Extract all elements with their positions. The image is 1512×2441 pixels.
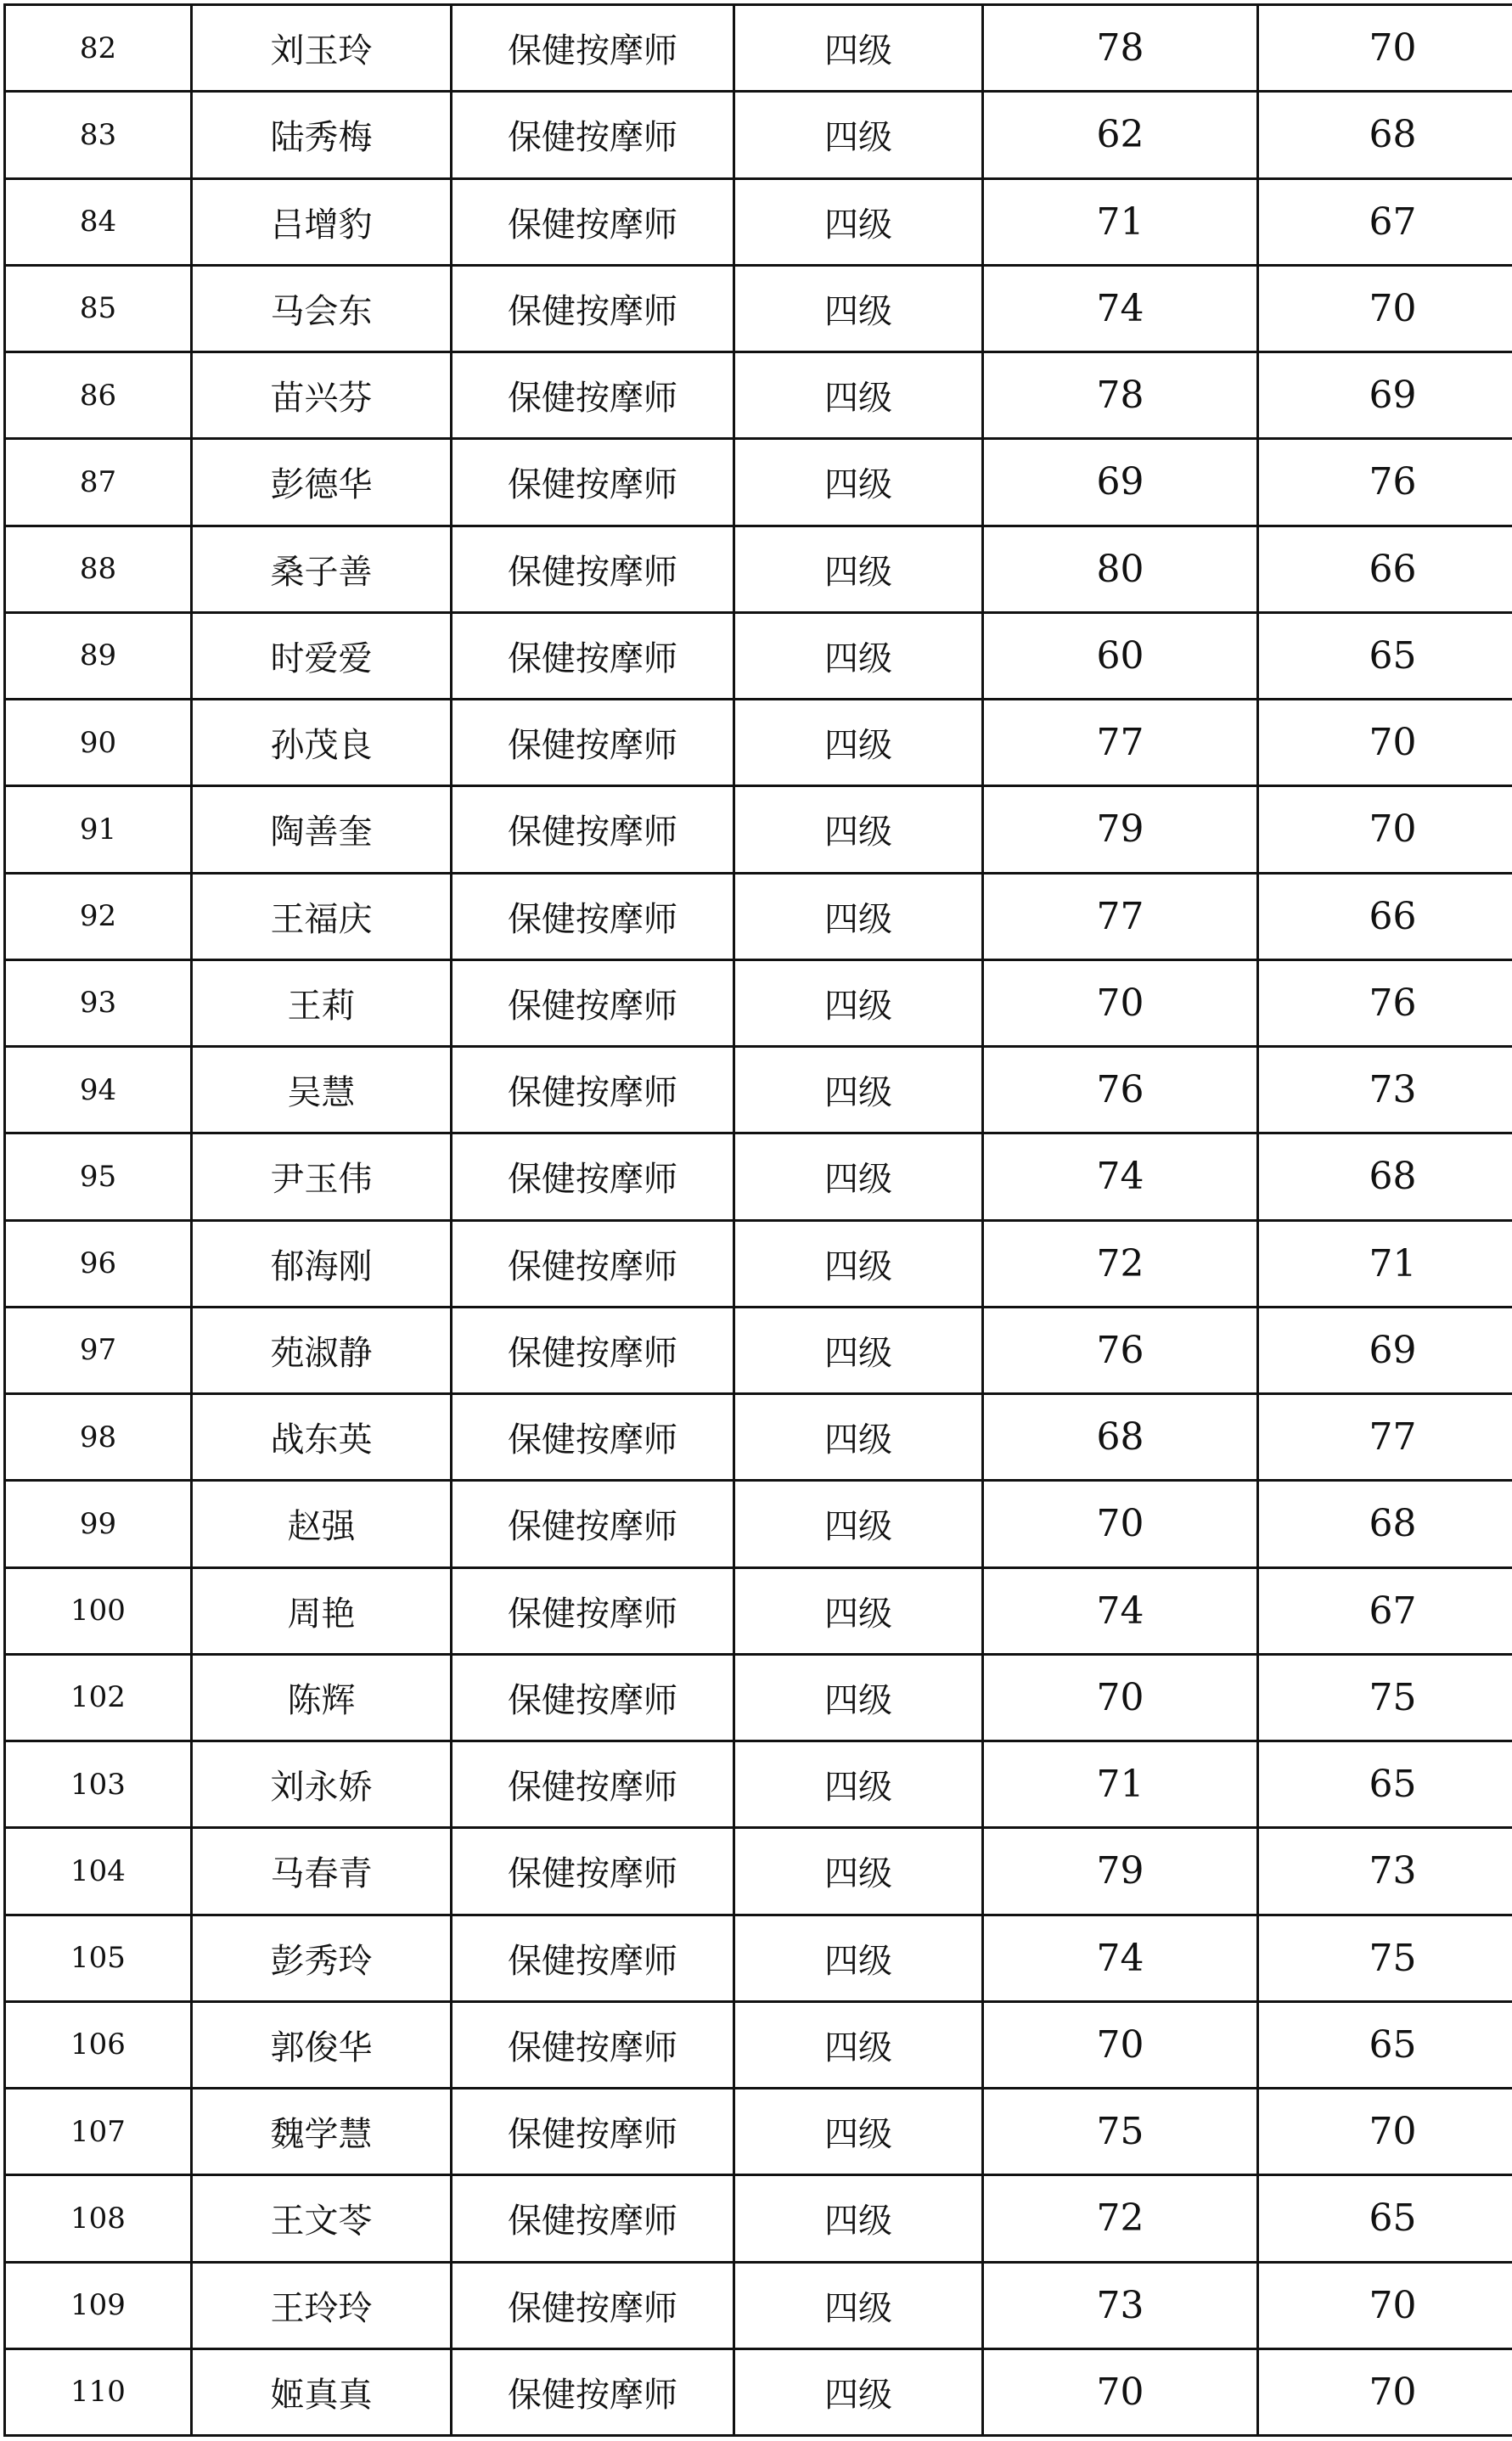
occupation-cell: 保健按摩师 <box>452 5 734 92</box>
document-page <box>3 3 1511 2437</box>
row-number-cell: 100 <box>5 1567 192 1654</box>
level-cell: 四级 <box>734 1394 983 1481</box>
occupation-cell: 保健按摩师 <box>452 352 734 439</box>
theory-score-cell: 70 <box>983 959 1258 1046</box>
row-number-cell: 109 <box>5 2262 192 2348</box>
theory-score-cell: 72 <box>983 2175 1258 2262</box>
theory-score-cell: 69 <box>983 439 1258 526</box>
name-cell: 孙茂良 <box>192 700 452 786</box>
row-number-cell: 93 <box>5 959 192 1046</box>
name-cell: 刘永娇 <box>192 1741 452 1828</box>
table-row <box>5 786 1512 873</box>
theory-score-cell: 77 <box>983 873 1258 959</box>
occupation-cell: 保健按摩师 <box>452 1915 734 2001</box>
table-row <box>5 1220 1512 1307</box>
table-row <box>5 2262 1512 2348</box>
level-cell: 四级 <box>734 2001 983 2088</box>
row-number-cell: 98 <box>5 1394 192 1481</box>
occupation-cell: 保健按摩师 <box>452 265 734 352</box>
theory-score-cell: 80 <box>983 526 1258 612</box>
occupation-cell: 保健按摩师 <box>452 2175 734 2262</box>
occupation-cell: 保健按摩师 <box>452 1654 734 1741</box>
name-cell: 马春青 <box>192 1828 452 1915</box>
occupation-cell: 保健按摩师 <box>452 1567 734 1654</box>
occupation-cell: 保健按摩师 <box>452 1047 734 1133</box>
score-table-body <box>5 5 1512 2436</box>
table-row <box>5 439 1512 526</box>
practical-score-cell: 70 <box>1258 265 1512 352</box>
table-row <box>5 526 1512 612</box>
name-cell: 战东英 <box>192 1394 452 1481</box>
table-row <box>5 1307 1512 1393</box>
level-cell: 四级 <box>734 1828 983 1915</box>
practical-score-cell: 77 <box>1258 1394 1512 1481</box>
occupation-cell: 保健按摩师 <box>452 1220 734 1307</box>
table-row <box>5 1133 1512 1220</box>
occupation-cell: 保健按摩师 <box>452 700 734 786</box>
practical-score-cell: 65 <box>1258 612 1512 699</box>
occupation-cell: 保健按摩师 <box>452 873 734 959</box>
table-row <box>5 92 1512 178</box>
table-row <box>5 1915 1512 2001</box>
level-cell: 四级 <box>734 786 983 873</box>
practical-score-cell: 67 <box>1258 1567 1512 1654</box>
practical-score-cell: 69 <box>1258 1307 1512 1393</box>
level-cell: 四级 <box>734 873 983 959</box>
table-row <box>5 5 1512 92</box>
level-cell: 四级 <box>734 2089 983 2175</box>
row-number-cell: 104 <box>5 1828 192 1915</box>
theory-score-cell: 70 <box>983 2348 1258 2435</box>
row-number-cell: 107 <box>5 2089 192 2175</box>
level-cell: 四级 <box>734 959 983 1046</box>
table-row <box>5 1047 1512 1133</box>
row-number-cell: 86 <box>5 352 192 439</box>
table-row <box>5 2175 1512 2262</box>
row-number-cell: 94 <box>5 1047 192 1133</box>
name-cell: 王文苓 <box>192 2175 452 2262</box>
table-row <box>5 1741 1512 1828</box>
level-cell: 四级 <box>734 92 983 178</box>
practical-score-cell: 73 <box>1258 1828 1512 1915</box>
name-cell: 彭德华 <box>192 439 452 526</box>
level-cell: 四级 <box>734 1915 983 2001</box>
theory-score-cell: 74 <box>983 1915 1258 2001</box>
theory-score-cell: 78 <box>983 352 1258 439</box>
row-number-cell: 92 <box>5 873 192 959</box>
name-cell: 郁海刚 <box>192 1220 452 1307</box>
practical-score-cell: 75 <box>1258 1915 1512 2001</box>
level-cell: 四级 <box>734 178 983 265</box>
name-cell: 陈辉 <box>192 1654 452 1741</box>
row-number-cell: 106 <box>5 2001 192 2088</box>
theory-score-cell: 77 <box>983 700 1258 786</box>
table-row <box>5 178 1512 265</box>
theory-score-cell: 79 <box>983 1828 1258 1915</box>
table-row <box>5 612 1512 699</box>
practical-score-cell: 75 <box>1258 1654 1512 1741</box>
practical-score-cell: 66 <box>1258 873 1512 959</box>
theory-score-cell: 62 <box>983 92 1258 178</box>
occupation-cell: 保健按摩师 <box>452 526 734 612</box>
name-cell: 王莉 <box>192 959 452 1046</box>
name-cell: 尹玉伟 <box>192 1133 452 1220</box>
theory-score-cell: 70 <box>983 1654 1258 1741</box>
theory-score-cell: 71 <box>983 1741 1258 1828</box>
theory-score-cell: 70 <box>983 1481 1258 1567</box>
theory-score-cell: 71 <box>983 178 1258 265</box>
level-cell: 四级 <box>734 439 983 526</box>
occupation-cell: 保健按摩师 <box>452 1828 734 1915</box>
name-cell: 陶善奎 <box>192 786 452 873</box>
row-number-cell: 89 <box>5 612 192 699</box>
table-row <box>5 700 1512 786</box>
row-number-cell: 99 <box>5 1481 192 1567</box>
practical-score-cell: 68 <box>1258 1481 1512 1567</box>
practical-score-cell: 71 <box>1258 1220 1512 1307</box>
occupation-cell: 保健按摩师 <box>452 1481 734 1567</box>
table-row <box>5 1828 1512 1915</box>
level-cell: 四级 <box>734 1307 983 1393</box>
practical-score-cell: 76 <box>1258 439 1512 526</box>
theory-score-cell: 68 <box>983 1394 1258 1481</box>
row-number-cell: 110 <box>5 2348 192 2435</box>
practical-score-cell: 67 <box>1258 178 1512 265</box>
level-cell: 四级 <box>734 265 983 352</box>
level-cell: 四级 <box>734 1220 983 1307</box>
name-cell: 刘玉玲 <box>192 5 452 92</box>
row-number-cell: 105 <box>5 1915 192 2001</box>
name-cell: 陆秀梅 <box>192 92 452 178</box>
theory-score-cell: 76 <box>983 1047 1258 1133</box>
level-cell: 四级 <box>734 1654 983 1741</box>
row-number-cell: 83 <box>5 92 192 178</box>
practical-score-cell: 73 <box>1258 1047 1512 1133</box>
name-cell: 彭秀玲 <box>192 1915 452 2001</box>
table-row <box>5 1394 1512 1481</box>
name-cell: 苗兴芬 <box>192 352 452 439</box>
practical-score-cell: 70 <box>1258 700 1512 786</box>
occupation-cell: 保健按摩师 <box>452 439 734 526</box>
occupation-cell: 保健按摩师 <box>452 178 734 265</box>
level-cell: 四级 <box>734 526 983 612</box>
row-number-cell: 88 <box>5 526 192 612</box>
row-number-cell: 82 <box>5 5 192 92</box>
theory-score-cell: 74 <box>983 265 1258 352</box>
row-number-cell: 103 <box>5 1741 192 1828</box>
practical-score-cell: 70 <box>1258 2262 1512 2348</box>
level-cell: 四级 <box>734 5 983 92</box>
row-number-cell: 84 <box>5 178 192 265</box>
occupation-cell: 保健按摩师 <box>452 2089 734 2175</box>
theory-score-cell: 60 <box>983 612 1258 699</box>
theory-score-cell: 78 <box>983 5 1258 92</box>
practical-score-cell: 65 <box>1258 1741 1512 1828</box>
occupation-cell: 保健按摩师 <box>452 1307 734 1393</box>
level-cell: 四级 <box>734 1047 983 1133</box>
practical-score-cell: 70 <box>1258 5 1512 92</box>
name-cell: 桑子善 <box>192 526 452 612</box>
theory-score-cell: 74 <box>983 1567 1258 1654</box>
name-cell: 赵强 <box>192 1481 452 1567</box>
table-row <box>5 1567 1512 1654</box>
name-cell: 郭俊华 <box>192 2001 452 2088</box>
row-number-cell: 87 <box>5 439 192 526</box>
name-cell: 王福庆 <box>192 873 452 959</box>
practical-score-cell: 69 <box>1258 352 1512 439</box>
occupation-cell: 保健按摩师 <box>452 1741 734 1828</box>
occupation-cell: 保健按摩师 <box>452 2262 734 2348</box>
theory-score-cell: 76 <box>983 1307 1258 1393</box>
practical-score-cell: 66 <box>1258 526 1512 612</box>
occupation-cell: 保健按摩师 <box>452 92 734 178</box>
occupation-cell: 保健按摩师 <box>452 786 734 873</box>
name-cell: 姬真真 <box>192 2348 452 2435</box>
practical-score-cell: 76 <box>1258 959 1512 1046</box>
level-cell: 四级 <box>734 612 983 699</box>
row-number-cell: 108 <box>5 2175 192 2262</box>
table-row <box>5 1481 1512 1567</box>
practical-score-cell: 65 <box>1258 2175 1512 2262</box>
table-row <box>5 352 1512 439</box>
table-row <box>5 2001 1512 2088</box>
level-cell: 四级 <box>734 1741 983 1828</box>
row-number-cell: 91 <box>5 786 192 873</box>
level-cell: 四级 <box>734 2175 983 2262</box>
occupation-cell: 保健按摩师 <box>452 1394 734 1481</box>
level-cell: 四级 <box>734 2262 983 2348</box>
theory-score-cell: 79 <box>983 786 1258 873</box>
occupation-cell: 保健按摩师 <box>452 959 734 1046</box>
level-cell: 四级 <box>734 1133 983 1220</box>
theory-score-cell: 75 <box>983 2089 1258 2175</box>
level-cell: 四级 <box>734 352 983 439</box>
name-cell: 苑淑静 <box>192 1307 452 1393</box>
table-row <box>5 2089 1512 2175</box>
table-row <box>5 2348 1512 2435</box>
practical-score-cell: 68 <box>1258 1133 1512 1220</box>
level-cell: 四级 <box>734 2348 983 2435</box>
occupation-cell: 保健按摩师 <box>452 612 734 699</box>
name-cell: 吕增豹 <box>192 178 452 265</box>
name-cell: 魏学慧 <box>192 2089 452 2175</box>
row-number-cell: 85 <box>5 265 192 352</box>
name-cell: 周艳 <box>192 1567 452 1654</box>
practical-score-cell: 70 <box>1258 2089 1512 2175</box>
row-number-cell: 96 <box>5 1220 192 1307</box>
name-cell: 马会东 <box>192 265 452 352</box>
table-row <box>5 959 1512 1046</box>
practical-score-cell: 68 <box>1258 92 1512 178</box>
table-row <box>5 265 1512 352</box>
name-cell: 时爱爱 <box>192 612 452 699</box>
theory-score-cell: 73 <box>983 2262 1258 2348</box>
name-cell: 吴慧 <box>192 1047 452 1133</box>
level-cell: 四级 <box>734 700 983 786</box>
level-cell: 四级 <box>734 1567 983 1654</box>
level-cell: 四级 <box>734 1481 983 1567</box>
row-number-cell: 95 <box>5 1133 192 1220</box>
occupation-cell: 保健按摩师 <box>452 2348 734 2435</box>
row-number-cell: 97 <box>5 1307 192 1393</box>
practical-score-cell: 70 <box>1258 2348 1512 2435</box>
theory-score-cell: 74 <box>983 1133 1258 1220</box>
occupation-cell: 保健按摩师 <box>452 1133 734 1220</box>
theory-score-cell: 70 <box>983 2001 1258 2088</box>
theory-score-cell: 72 <box>983 1220 1258 1307</box>
row-number-cell: 90 <box>5 700 192 786</box>
name-cell: 王玲玲 <box>192 2262 452 2348</box>
score-table <box>3 3 1512 2437</box>
table-row <box>5 1654 1512 1741</box>
table-row <box>5 873 1512 959</box>
row-number-cell: 102 <box>5 1654 192 1741</box>
practical-score-cell: 70 <box>1258 786 1512 873</box>
occupation-cell: 保健按摩师 <box>452 2001 734 2088</box>
practical-score-cell: 65 <box>1258 2001 1512 2088</box>
